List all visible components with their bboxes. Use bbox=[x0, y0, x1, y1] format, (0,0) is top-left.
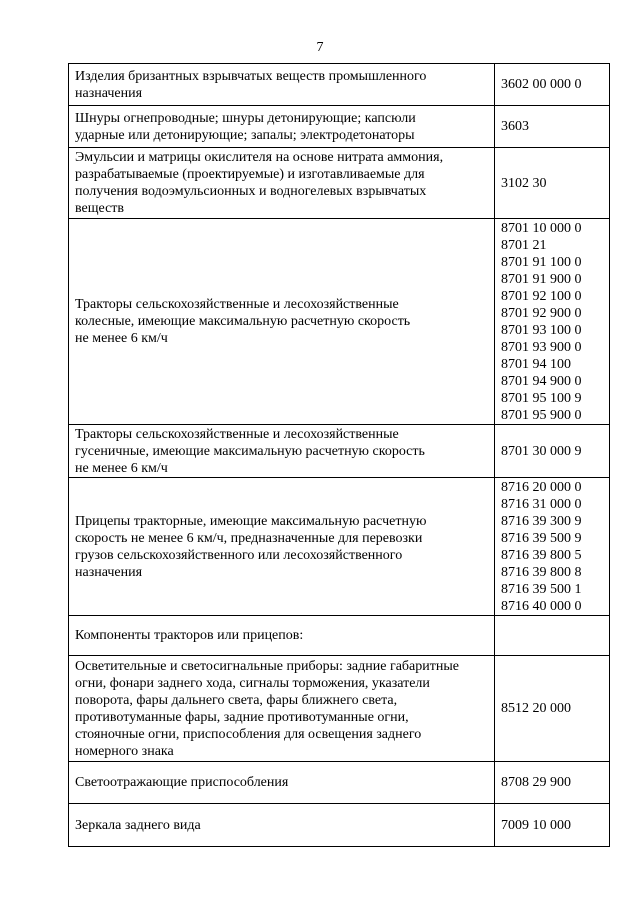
item-description bbox=[69, 64, 495, 106]
item-code bbox=[495, 64, 610, 106]
tn-ved-code: 8701 93 900 0 bbox=[501, 339, 582, 355]
description-line: Светоотражающие приспособления bbox=[75, 775, 289, 790]
description-line: Тракторы сельскохозяйственные и лесохозяйственные bbox=[75, 426, 399, 442]
item-description bbox=[69, 616, 495, 656]
page-number: 7 bbox=[316, 40, 324, 55]
table-row bbox=[69, 219, 610, 425]
description-line: гусеничные, имеющие максимальную расчетную скорость bbox=[75, 443, 425, 459]
description-line: номерного знака bbox=[75, 743, 174, 759]
table-row bbox=[69, 616, 610, 656]
description-line: скорость не менее 6 км/ч, предназначенные для перевозки bbox=[75, 530, 423, 546]
description-line: Прицепы тракторные, имеющие максимальную расчетную bbox=[75, 513, 427, 529]
item-description bbox=[69, 804, 495, 847]
description-line: грузов сельскохозяйственного или лесохозяйственного bbox=[75, 547, 403, 563]
tn-ved-code: 8716 31 000 0 bbox=[501, 496, 582, 512]
table-row bbox=[69, 148, 610, 219]
tn-ved-code: 3602 00 000 0 bbox=[501, 77, 582, 92]
table-row bbox=[69, 804, 610, 847]
description-line: стояночные огни, приспособления для освещения заднего bbox=[75, 726, 422, 742]
tn-ved-code: 8716 39 500 1 bbox=[501, 581, 582, 597]
item-description bbox=[69, 762, 495, 804]
tn-ved-code: 8701 91 900 0 bbox=[501, 271, 582, 287]
table-row bbox=[69, 64, 610, 106]
tn-ved-code: 8701 94 100 bbox=[501, 356, 571, 372]
table-row bbox=[69, 762, 610, 804]
description-line: колесные, имеющие максимальную расчетную скорость bbox=[75, 314, 411, 329]
description-line: ударные или детонирующие; запалы; электродетонаторы bbox=[75, 127, 415, 143]
description-line: Эмульсии и матрицы окислителя на основе нитрата аммония, bbox=[75, 150, 444, 165]
tn-ved-code: 8716 39 800 8 bbox=[501, 564, 582, 580]
tn-ved-code: 8716 39 500 9 bbox=[501, 530, 582, 546]
item-code bbox=[495, 762, 610, 804]
tn-ved-code: 3102 30 bbox=[501, 175, 547, 191]
item-description bbox=[69, 106, 495, 148]
tn-ved-code: 8708 29 900 bbox=[501, 775, 571, 790]
tn-ved-code: 8701 92 100 0 bbox=[501, 288, 582, 304]
tn-ved-code: 7009 10 000 bbox=[501, 817, 571, 833]
goods-table bbox=[68, 63, 610, 847]
description-line: получения водоэмульсионных и водногелевых взрывчатых bbox=[75, 184, 427, 199]
item-description bbox=[69, 425, 495, 478]
item-code bbox=[495, 219, 610, 425]
description-line: Зеркала заднего вида bbox=[75, 817, 201, 833]
description-line: Изделия бризантных взрывчатых веществ промышленного bbox=[75, 68, 427, 84]
description-line: Тракторы сельскохозяйственные и лесохозяйственные bbox=[75, 297, 399, 312]
item-description bbox=[69, 219, 495, 425]
item-description bbox=[69, 148, 495, 219]
description-line: противотуманные фары, задние противотуманные огни, bbox=[75, 709, 409, 725]
item-code bbox=[495, 425, 610, 478]
table-row bbox=[69, 656, 610, 762]
item-code bbox=[495, 148, 610, 219]
tn-ved-code: 8716 39 800 5 bbox=[501, 547, 582, 563]
tn-ved-code: 8701 92 900 0 bbox=[501, 305, 582, 321]
item-code bbox=[495, 656, 610, 762]
description-line: назначения bbox=[75, 564, 143, 580]
item-code bbox=[495, 478, 610, 616]
description-line: веществ bbox=[75, 201, 125, 216]
description-line: огни, фонари заднего хода, сигналы торможения, указатели bbox=[75, 675, 430, 691]
description-line: назначения bbox=[75, 85, 143, 101]
item-description bbox=[69, 656, 495, 762]
tn-ved-code: 8701 94 900 0 bbox=[501, 373, 582, 389]
description-line: Компоненты тракторов или прицепов: bbox=[75, 628, 304, 643]
tn-ved-code: 8716 40 000 0 bbox=[501, 598, 582, 614]
item-description bbox=[69, 478, 495, 616]
table-row bbox=[69, 106, 610, 148]
tn-ved-code: 8701 21 bbox=[501, 237, 547, 253]
tn-ved-code: 8701 30 000 9 bbox=[501, 443, 582, 459]
tn-ved-code: 3603 bbox=[501, 119, 529, 134]
tn-ved-code: 8701 93 100 0 bbox=[501, 322, 582, 338]
tn-ved-code: 8716 39 300 9 bbox=[501, 513, 582, 529]
item-code bbox=[495, 804, 610, 847]
description-line: поворота, фары дальнего света, фары ближнего света, bbox=[75, 692, 398, 708]
tn-ved-code: 8701 95 100 9 bbox=[501, 390, 582, 406]
tn-ved-code: 8512 20 000 bbox=[501, 701, 571, 716]
tn-ved-code: 8701 95 900 0 bbox=[501, 407, 582, 423]
tn-ved-code: 8701 91 100 0 bbox=[501, 254, 582, 270]
tn-ved-code: 8701 10 000 0 bbox=[501, 220, 582, 236]
tn-ved-code: 8716 20 000 0 bbox=[501, 479, 582, 495]
item-code bbox=[495, 106, 610, 148]
description-line: разрабатываемые (проектируемые) и изготавливаемые для bbox=[75, 167, 425, 182]
table-row bbox=[69, 425, 610, 478]
table-row bbox=[69, 478, 610, 616]
description-line: не менее 6 км/ч bbox=[75, 460, 168, 476]
item-code bbox=[495, 616, 610, 656]
goods-table-body bbox=[69, 64, 610, 847]
description-line: Шнуры огнепроводные; шнуры детонирующие; капсюли bbox=[75, 110, 416, 126]
description-line: Осветительные и светосигнальные приборы: задние габаритные bbox=[75, 658, 459, 674]
description-line: не менее 6 км/ч bbox=[75, 331, 168, 346]
